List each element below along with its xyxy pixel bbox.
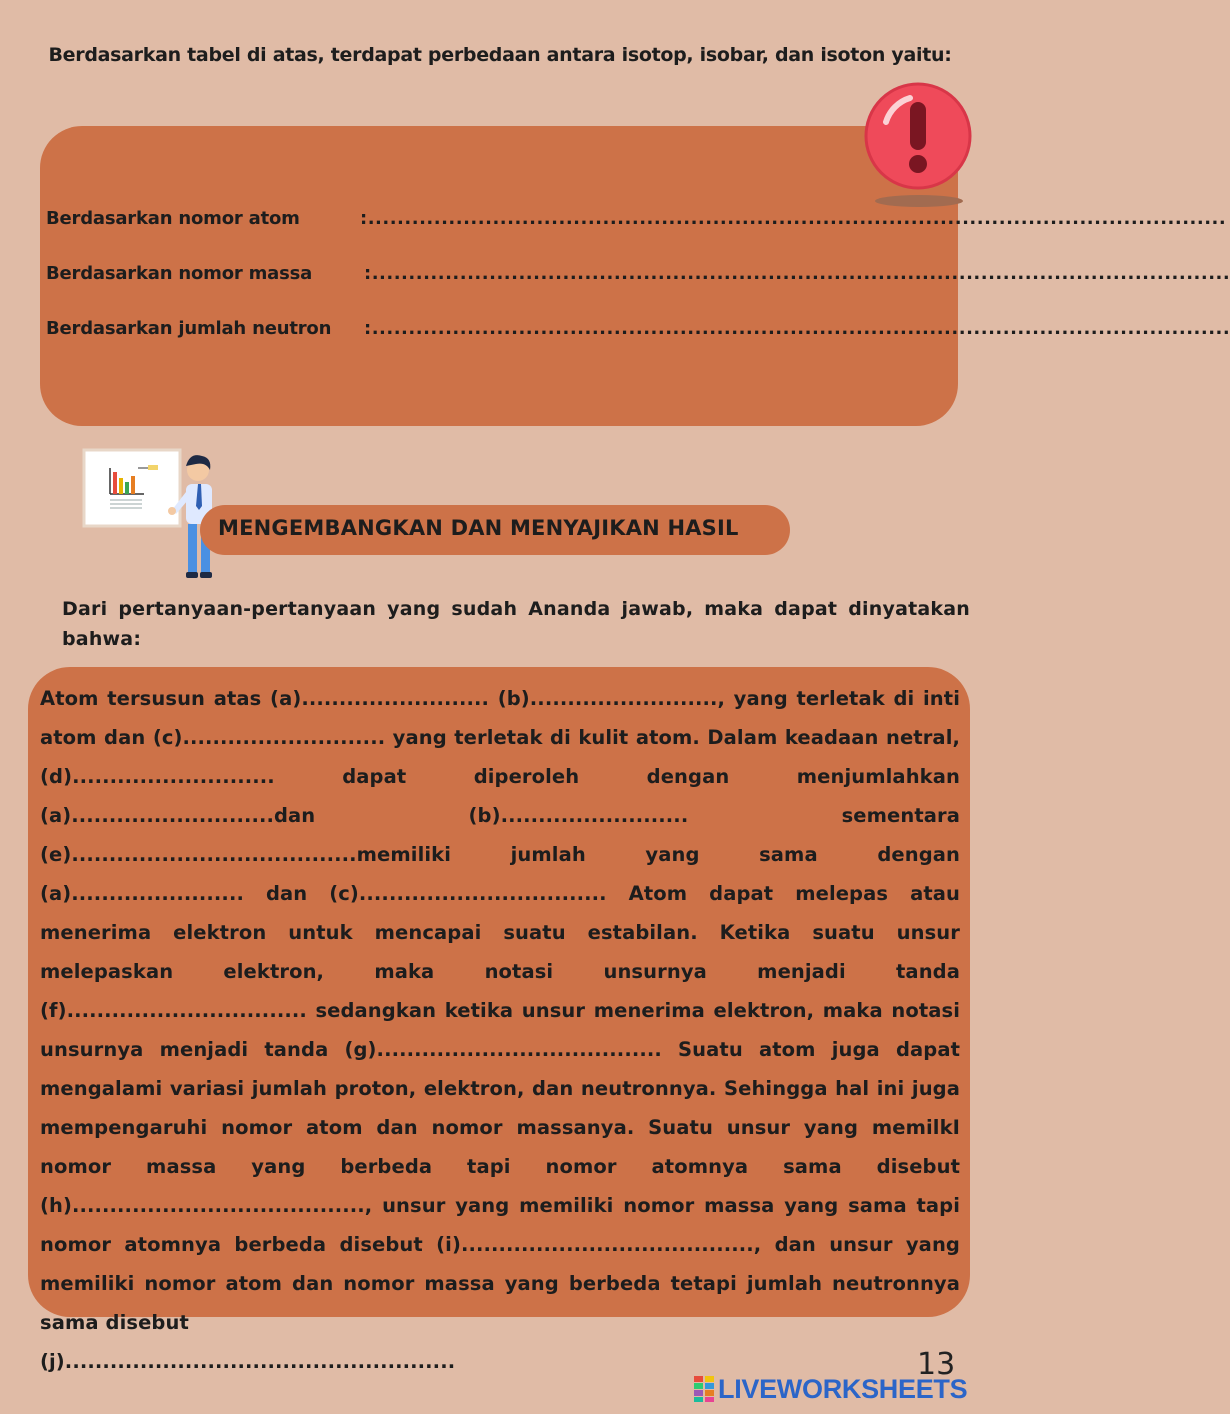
row-label: Berdasarkan nomor massa [46,263,313,284]
blank-j[interactable]: (j).................................................... [40,1350,456,1373]
liveworksheets-logo-icon [694,1376,714,1402]
page-heading: Berdasarkan tabel di atas, terdapat perbedaan antara isotop, isobar, dan isoton yaitu: [48,44,952,66]
comparison-panel [40,126,1230,426]
exclamation-alert-icon [864,82,972,190]
answer-field-nomor-massa[interactable]: :..................................................................................................................... [364,263,1230,284]
paragraph-body: Atom tersusun atas (a)......................... (b)........................., yang terletak di inti atom dan (c)........................... yang terletak di kulit atom. Dalam keadaan netral, (d)........................... dapat diperoleh dengan menjumlahkan (a)...........................dan (b)......................... sementara (e)......................................memiliki jumlah yang sama dengan (a)....................... dan (c)................................. Atom dapat melepas atau menerima elektron untuk mencapai suatu estabilan. Ketika suatu unsur melepaskan elektron, maka notasi unsurnya menjadi tanda (f)................................ sedangkan ketika unsur menerima elektron, maka notasi unsurnya menjadi tanda (g)...................................... Suatu atom juga dapat mengalami variasi jumlah proton, elektron, dan neutronnya. Sehingga hal ini juga mempengaruhi nomor atom dan nomor massanya. Suatu unsur yang memilkI nomor massa yang berbeda tapi nomor atomnya sama disebut (h)......................................., unsur yang memiliki nomor massa yang sama tapi nomor atomnya berbeda disebut (i)......................................., dan unsur yang memiliki nomor atom dan nomor massa yang berbeda tetapi jumlah neutronnya sama disebut [40,687,960,1334]
section-title: MENGEMBANGKAN DAN MENYAJIKAN HASIL [218,516,739,540]
section-banner [200,505,790,555]
row-nomor-atom [46,208,1227,229]
intro-text: Dari pertanyaan-pertanyaan yang sudah Ananda jawab, maka dapat dinyatakan bahwa: [62,598,970,650]
alert-shadow [875,195,963,207]
liveworksheets-logo[interactable] [694,1372,967,1406]
answer-field-jumlah-neutron[interactable]: :..................................................................................................................... [364,318,1230,339]
page-number: 13 [917,1347,956,1382]
row-jumlah-neutron [46,318,1230,339]
row-label: Berdasarkan jumlah neutron [46,318,332,339]
answer-field-nomor-atom[interactable]: :..................................................................................................................... [360,208,1227,229]
fill-in-paragraph[interactable] [40,679,960,1381]
teacher-presenting-chart-icon [82,448,222,584]
row-label: Berdasarkan nomor atom [46,208,300,229]
logo-text: LIVEWORKSHEETS [718,1373,968,1404]
row-nomor-massa [46,263,1230,284]
